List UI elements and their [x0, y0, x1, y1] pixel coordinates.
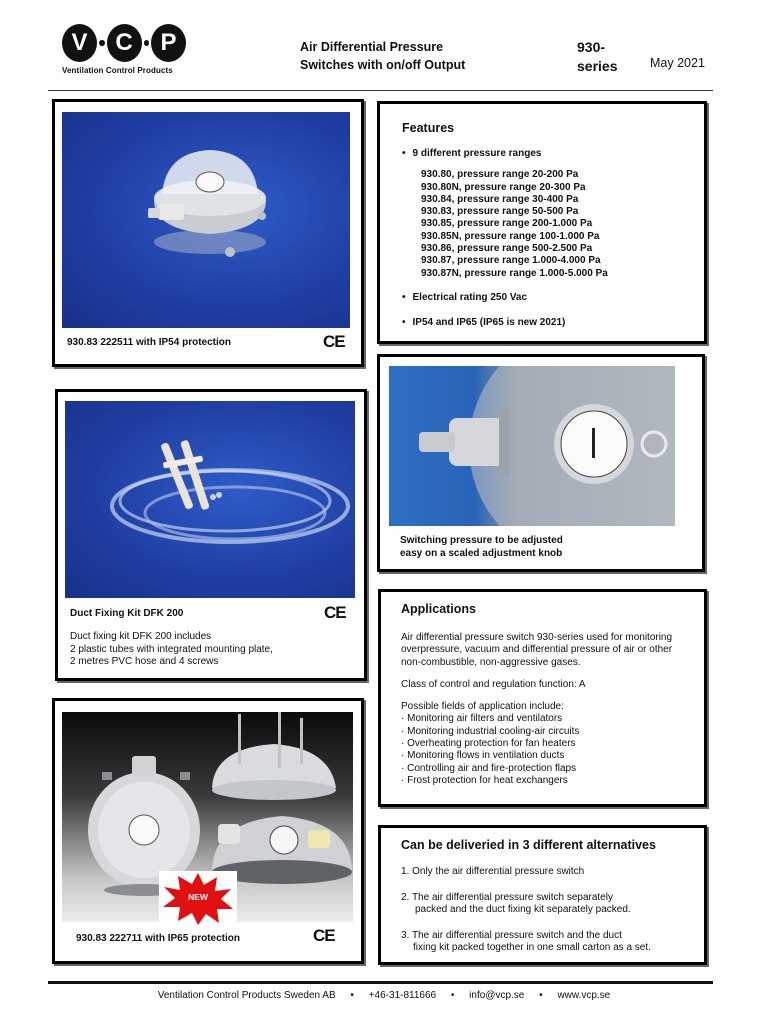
- title-line-2: Switches with on/off Output: [300, 58, 466, 72]
- alternative-item-3-line: fixing kit packed together in one small carton as a set.: [413, 942, 651, 953]
- alternative-item-3-line: 3. The air differential pressure switch and the duct: [401, 929, 622, 941]
- adjustment-knob-caption: [400, 535, 563, 560]
- footer-divider: [48, 981, 713, 984]
- fields-heading: Possible fields of application include:: [401, 701, 564, 713]
- series-line-1: 930-: [577, 39, 606, 55]
- range-item: 930.80N, pressure range 20-300 Pa: [421, 181, 586, 193]
- knob-caption-line: easy on a scaled adjustment knob: [400, 547, 563, 559]
- pressure-ranges-list: [421, 169, 608, 280]
- bullet-dot-icon: •: [402, 148, 406, 159]
- feature-bullet-ranges: [402, 148, 608, 160]
- application-field-item: · Monitoring industrial cooling-air circuits: [401, 725, 580, 737]
- application-field-item: · Frost protection for heat exchangers: [401, 774, 568, 786]
- logo-dot: [144, 40, 150, 46]
- duct-kit-text-line: 2 plastic tubes with integrated mounting plate,: [70, 643, 273, 655]
- adjustment-knob-photo: [389, 366, 675, 526]
- spacer: [401, 691, 672, 701]
- logo-letter-p: P: [151, 24, 186, 62]
- duct-kit-description: [70, 631, 273, 669]
- product-ip54-box: [52, 99, 364, 367]
- range-item: 930.86, pressure range 500-2.500 Pa: [421, 243, 593, 255]
- new-badge-label: NEW: [188, 892, 208, 902]
- applications-box: [378, 589, 707, 807]
- spacer: [401, 879, 651, 892]
- control-class-text: Class of control and regulation function: A: [401, 678, 586, 690]
- ce-mark-icon: CE: [313, 926, 335, 945]
- features-box: [377, 101, 707, 344]
- duct-kit-caption: Duct Fixing Kit DFK 200: [70, 608, 184, 619]
- logo-letter-v: V: [62, 24, 97, 62]
- applications-intro-line: overpressure, vacuum and differential pressure of air or other: [401, 644, 673, 656]
- footer-separator: •: [450, 990, 455, 1001]
- duct-kit-text-line: Duct fixing kit DFK 200 includes: [70, 631, 212, 642]
- alternative-item-2-line: 2. The air differential pressure switch separately: [401, 891, 613, 903]
- application-field-item: · Monitoring flows in ventilation ducts: [401, 750, 565, 762]
- range-item: 930.87, pressure range 1.000-4.000 Pa: [421, 255, 601, 267]
- bullet-dot-icon: •: [402, 317, 406, 329]
- title-line-1: Air Differential Pressure: [300, 40, 444, 54]
- alternatives-list: [401, 866, 651, 955]
- applications-intro-line: non-combustible, non-aggressive gases.: [401, 656, 581, 668]
- alternatives-heading: Can be deliveried in 3 different alternatives: [401, 838, 656, 852]
- applications-intro-line: Air differential pressure switch 930-series used for monitoring: [401, 632, 673, 643]
- series-line-2: series: [577, 58, 618, 74]
- footer-separator: •: [539, 990, 543, 1001]
- features-heading: Features: [402, 121, 455, 135]
- header-divider: [48, 90, 713, 91]
- footer-separator: •: [350, 990, 354, 1001]
- alternative-item-2-line: packed and the duct fixing kit separately packed.: [415, 904, 631, 915]
- applications-text: [401, 632, 672, 787]
- duct-kit-box: [55, 389, 367, 681]
- range-item: 930.87N, pressure range 1.000-5.000 Pa: [421, 267, 608, 279]
- alternative-item-1: 1. Only the air differential pressure switch: [401, 866, 585, 877]
- logo-letter-c: C: [107, 24, 142, 62]
- vcp-logo: [62, 24, 186, 76]
- range-item: 930.85N, pressure range 100-1.000 Pa: [421, 230, 600, 242]
- ce-mark-icon: CE: [323, 332, 345, 351]
- footer-website[interactable]: www.vcp.se: [557, 990, 611, 1001]
- duct-kit-text-line: 2 metres PVC hose and 4 screws: [70, 656, 219, 667]
- features-list: [402, 148, 608, 330]
- spacer: [401, 669, 672, 679]
- new-badge: [159, 871, 237, 927]
- product-ip54-photo: [62, 112, 350, 328]
- product-ip65-box: [52, 698, 364, 964]
- application-field-item: · Monitoring air filters and ventilators: [401, 713, 563, 725]
- logo-dot: [99, 40, 105, 46]
- ce-mark-icon: CE: [324, 603, 346, 622]
- knob-caption-line: Switching pressure to be adjusted: [400, 535, 563, 546]
- footer-contact: [0, 990, 768, 1001]
- footer-email[interactable]: info@vcp.se: [469, 990, 525, 1001]
- applications-heading: Applications: [401, 602, 477, 616]
- range-item: 930.85, pressure range 200-1.000 Pa: [421, 218, 593, 230]
- product-ip65-caption: 930.83 222711 with IP65 protection: [76, 933, 240, 944]
- feature-bullet-ip: [402, 317, 608, 329]
- feature-bullet-electrical: [402, 292, 608, 304]
- range-item: 930.80, pressure range 20-200 Pa: [421, 169, 579, 181]
- feature-ip-text: IP54 and IP65 (IP65 is new 2021): [412, 317, 566, 329]
- range-item: 930.84, pressure range 30-400 Pa: [421, 193, 579, 205]
- feature-electrical-text: Electrical rating 250 Vac: [412, 291, 528, 303]
- application-field-item: · Overheating protection for fan heaters: [401, 738, 576, 750]
- footer-company: Ventilation Control Products Sweden AB: [157, 990, 336, 1001]
- duct-kit-photo: [65, 401, 355, 598]
- application-field-item: · Controlling air and fire-protection flaps: [401, 762, 577, 774]
- document-title: [300, 38, 465, 74]
- product-ip54-caption: 930.83 222511 with IP54 protection: [67, 337, 231, 348]
- bullet-dot-icon: •: [402, 291, 406, 303]
- feature-ranges-text: 9 different pressure ranges: [412, 148, 542, 159]
- spacer: [401, 917, 651, 930]
- adjustment-knob-box: [377, 354, 705, 572]
- series-label: [577, 38, 617, 76]
- logo-subtitle: Ventilation Control Products: [62, 66, 173, 75]
- document-date: May 2021: [650, 56, 705, 70]
- footer-phone: +46-31-811666: [368, 990, 437, 1001]
- alternatives-box: [378, 825, 707, 965]
- range-item: 930.83, pressure range 50-500 Pa: [421, 206, 579, 218]
